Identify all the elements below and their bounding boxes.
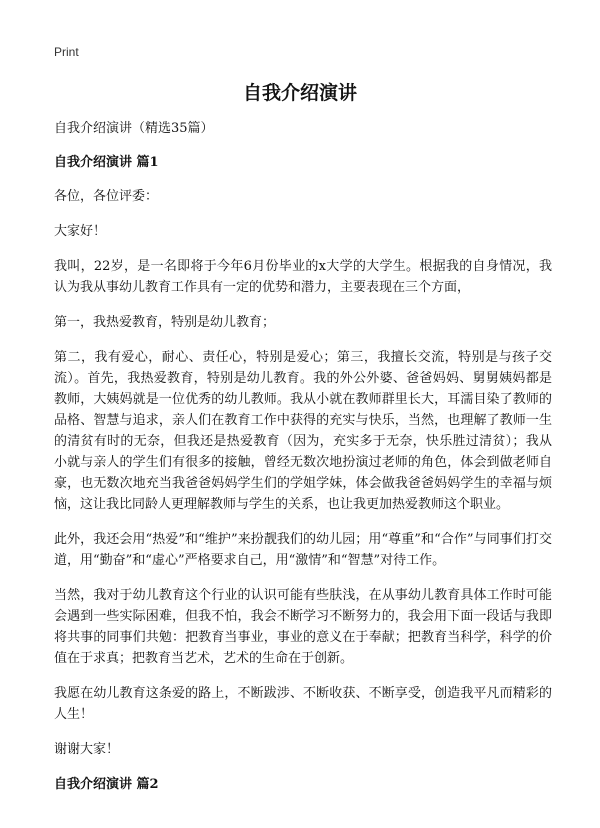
document-title: 自我介绍演讲 <box>242 82 357 104</box>
paragraph-first-point: 第一，我热爱教育，特别是幼儿教育； <box>54 315 276 330</box>
document-body <box>54 118 552 808</box>
paragraph-additionally: 此外，我还会用“热爱”和“维护”来扮靓我们的幼儿园；用“尊重”和“合作”与同事们打交道，用“勤奋”和“虚心”严格要求自己，用“激情”和“智慧”对待工作。 <box>54 532 552 568</box>
hello-line: 大家好！ <box>54 224 107 239</box>
paragraph-second-point: 第二，我有爱心，耐心、责任心，特别是爱心；第三，我擅长交流，特别是与孩子交流）。首先，我热爱教育，特别是幼儿教育。我的外公外婆、爸爸妈妈、舅舅姨妈都是教师，大姨妈就是一位优秀的幼儿教师。我从小就在教师群里长大，耳濡目染了教师的品格、智慧与追求，亲人们在教育工作中获得的充实与快乐，当然，也理解了教师一生的清贫有时的无奈，但我还是热爱教育（因为，充实多于无奈，快乐胜过清贫）；我从小就与亲人的学生们有很多的接触，曾经无数次地扮演过老师的角色，体会到做老师自豪，也无数次地充当我爸爸妈妈学生们的学姐学妹，体会做我爸爸妈妈学生的幸福与烦恼，这让我比同龄人更理解教师与学生的关系，也让我更加热爱教师这个职业。 <box>54 350 552 512</box>
thanks-line: 谢谢大家！ <box>54 742 120 757</box>
document-subtitle: 自我介绍演讲（精选35篇） <box>54 121 214 136</box>
greeting-line: 各位，各位评委： <box>54 189 159 204</box>
section-heading-2: 自我介绍演讲 篇2 <box>54 777 159 792</box>
paragraph-wish: 我愿在幼儿教育这条爱的路上，不断跋涉、不断收获、不断享受，创造我平凡而精彩的人生！ <box>54 686 552 722</box>
paragraph-intro: 我叫，22岁，是一名即将于今年6月份毕业的x大学的大学生。根据我的自身情况，我认为我从事幼儿教育工作具有一定的优势和潜力，主要表现在三个方面， <box>54 259 552 295</box>
paragraph-of-course: 当然，我对于幼儿教育这个行业的认识可能有些肤浅，在从事幼儿教育具体工作时可能会遇到一些实际困难，但我不怕，我会不断学习不断努力的，我会用下面一段话与我即将共事的同事们共勉：把教育当事业，事业的意义在于奉献；把教育当科学，科学的价值在于求真；把教育当艺术，艺术的生命在于创新。 <box>54 588 552 666</box>
section-heading-1: 自我介绍演讲 篇1 <box>54 155 159 170</box>
print-label: Print <box>54 45 79 59</box>
